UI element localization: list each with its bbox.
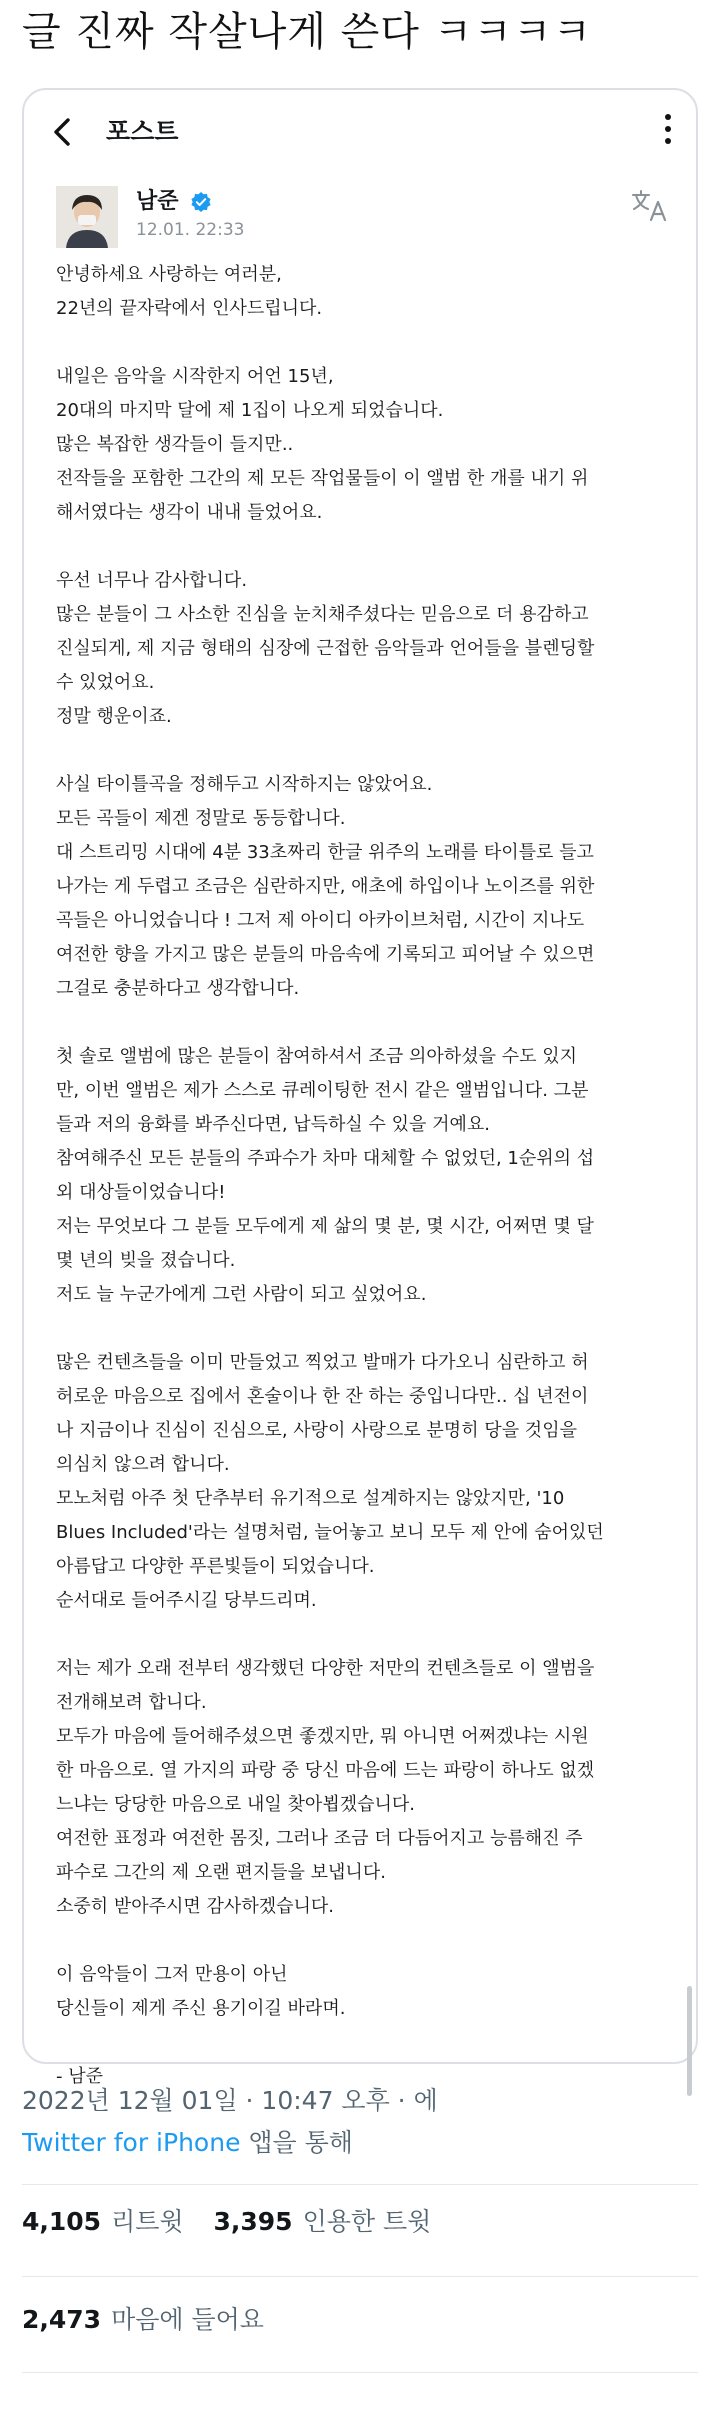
source-link[interactable]: Twitter for iPhone [22,2128,241,2157]
post-card [22,88,698,2087]
post-body-line: 그걸로 충분하다고 생각합니다. [56,978,300,999]
post-body-line: 여전한 향을 가지고 많은 분들의 마음속에 기록되고 피어날 수 있으면 [56,944,595,965]
post-body-line: 순서대로 들어주시길 당부드리며. [56,1590,317,1611]
post-body-line: 진실되게, 제 지금 형태의 심장에 근접한 음악들과 언어들을 블렌딩할 [56,638,595,659]
page-headline: 글 진짜 작살나게 쓴다 ㅋㅋㅋㅋ [22,9,593,55]
post-body-line: 모두가 마음에 들어해주셨으면 좋겠지만, 뭐 아니면 어쩌겠냐는 시원 [56,1726,589,1747]
post-body-line: 저는 무엇보다 그 분들 모두에게 제 삶의 몇 분, 몇 시간, 어쩌면 몇 달 [56,1216,594,1237]
post-body-line [56,1618,676,1652]
post-body-line: 안녕하세요 사랑하는 여러분, [56,264,282,285]
stats-row [22,2202,453,2242]
post-topbar [24,90,696,172]
divider [22,2184,698,2185]
post-body-line: 해서였다는 생각이 내내 들었어요. [56,502,323,523]
post-body-line: 이 음악들이 그저 만용이 아닌 [56,1964,288,1985]
post-body-line: 당신들이 제게 주신 용기이길 바라며. [56,1998,346,2019]
post-body-line: 들과 저의 융화를 봐주신다면, 납득하실 수 있을 거예요. [56,1114,491,1135]
post-body-line [56,326,676,360]
post-body-line: 수 있었어요. [56,672,155,693]
likes-row [22,2300,286,2340]
post-body-line: 저도 늘 누군가에게 그런 사람이 되고 싶었어요. [56,1284,427,1305]
post-body-line: 허로운 마음으로 집에서 혼술이나 한 잔 하는 중입니다만.. 십 년전이 [56,1386,589,1407]
post-source [22,2124,353,2162]
retweets-stat[interactable] [22,2202,184,2242]
post-body-line [56,2026,676,2060]
post-body-line: 만, 이번 앨범은 제가 스스로 큐레이팅한 전시 같은 앨범입니다. 그분 [56,1080,589,1101]
post-body-line: 모든 곡들이 제겐 정말로 동등합니다. [56,808,346,829]
topbar-title: 포스트 [106,117,179,146]
post-body-line: 정말 행운이죠. [56,706,172,727]
post-body-line [56,530,676,564]
post-body-line: 곡들은 아니었습니다 ! 그저 제 아이디 아카이브처럼, 시간이 지나도 [56,910,585,931]
avatar[interactable] [56,186,118,248]
post-body-line: 전작들을 포함한 그간의 제 모든 작업물들이 이 앨범 한 개를 내기 위 [56,468,589,489]
back-arrow-icon[interactable] [44,112,84,152]
post-body-line: 외 대상들이었습니다! [56,1182,226,1203]
post-body-line [56,1006,676,1040]
retweets-count: 4,105 [22,2207,102,2236]
scrollbar[interactable] [687,1986,692,2096]
post-body-line: 첫 솔로 앨범에 많은 분들이 참여하셔서 조금 의아하셨을 수도 있지 [56,1046,577,1067]
post-body [56,258,676,2094]
post-body-line: 몇 년의 빚을 졌습니다. [56,1250,236,1271]
post-body-line: 여전한 표정과 여전한 몸짓, 그러나 조금 더 다듬어지고 능름해진 주 [56,1828,583,1849]
post-body-line [56,734,676,768]
divider [22,2276,698,2277]
post-body-line [56,1312,676,1346]
quotes-label: 인용한 트윗 [302,2207,432,2236]
post-body-line: 많은 복잡한 생각들이 들지만.. [56,434,294,455]
verified-badge-icon [190,191,212,213]
likes-count: 2,473 [22,2305,102,2334]
post-body-line: 우선 너무나 감사합니다. [56,570,248,591]
post-body-line: 나가는 게 두렵고 조금은 심란하지만, 애초에 하입이나 노이즈를 위한 [56,876,595,897]
post-body-line: 파수로 그간의 제 오랜 편지들을 보냅니다. [56,1862,386,1883]
post-datetime: 2022년 12월 01일 · 10:47 오후 · 에 [22,2086,438,2115]
translate-icon[interactable] [630,186,670,226]
post-body-line: 아름답고 다양한 푸른빛들이 되었습니다. [56,1556,375,1577]
post-body-line: 저는 제가 오래 전부터 생각했던 다양한 저만의 컨텐츠들로 이 앨범을 [56,1658,595,1679]
post-timestamp: 12.01. 22:33 [136,220,245,240]
retweets-label: 리트윗 [111,2207,184,2236]
post-body-line: 많은 컨텐츠들을 이미 만들었고 찍었고 발매가 다가오니 심란하고 허 [56,1352,589,1373]
post-body-line: 20대의 마지막 달에 제 1집이 나오게 되었습니다. [56,400,444,421]
post-body-line: 의심치 않으려 합니다. [56,1454,230,1475]
source-suffix: 앱을 통해 [240,2128,353,2157]
post-body-line: 소중히 받아주시면 감사하겠습니다. [56,1896,334,1917]
post-body-line: - 남준 [56,2066,103,2087]
post-body-line: 느냐는 당당한 마음으로 내일 찾아뵙겠습니다. [56,1794,415,1815]
more-vertical-icon[interactable] [656,110,680,152]
post-body-line: 참여해주신 모든 분들의 주파수가 차마 대체할 수 없었던, 1순위의 섭 [56,1148,595,1169]
post-body-line: 한 마음으로. 열 가지의 파랑 중 당신 마음에 드는 파랑이 하나도 없겠 [56,1760,595,1781]
post-body-line: 대 스트리밍 시대에 4분 33초짜리 한글 위주의 노래를 타이틀로 들고 [56,842,594,863]
post-body-line: 내일은 음악을 시작한지 어언 15년, [56,366,334,387]
divider [22,2372,698,2373]
quotes-count: 3,395 [213,2207,293,2236]
post-body-line: 많은 분들이 그 사소한 진심을 눈치채주셨다는 믿음으로 더 용감하고 [56,604,589,625]
post-body-line: 전개해보려 합니다. [56,1692,207,1713]
likes-stat[interactable] [22,2300,264,2340]
post-body-line: Blues Included'라는 설명처럼, 늘어놓고 보니 모두 제 안에 숨어있던 [56,1522,604,1543]
post-body-line: 22년의 끝자락에서 인사드립니다. [56,298,323,319]
post-body-line: 사실 타이틀곡을 정해두고 시작하지는 않았어요. [56,774,433,795]
author-name[interactable]: 남준 [136,189,179,214]
post-body-line: 모노처럼 아주 첫 단추부터 유기적으로 설계하지는 않았지만, '10 [56,1488,565,1509]
post-body-line: 나 지금이나 진심이 진심으로, 사랑이 사랑으로 분명히 당을 것임을 [56,1420,577,1441]
likes-label: 마음에 들어요 [111,2305,264,2334]
quotes-stat[interactable] [213,2202,431,2242]
post-body-line [56,1924,676,1958]
